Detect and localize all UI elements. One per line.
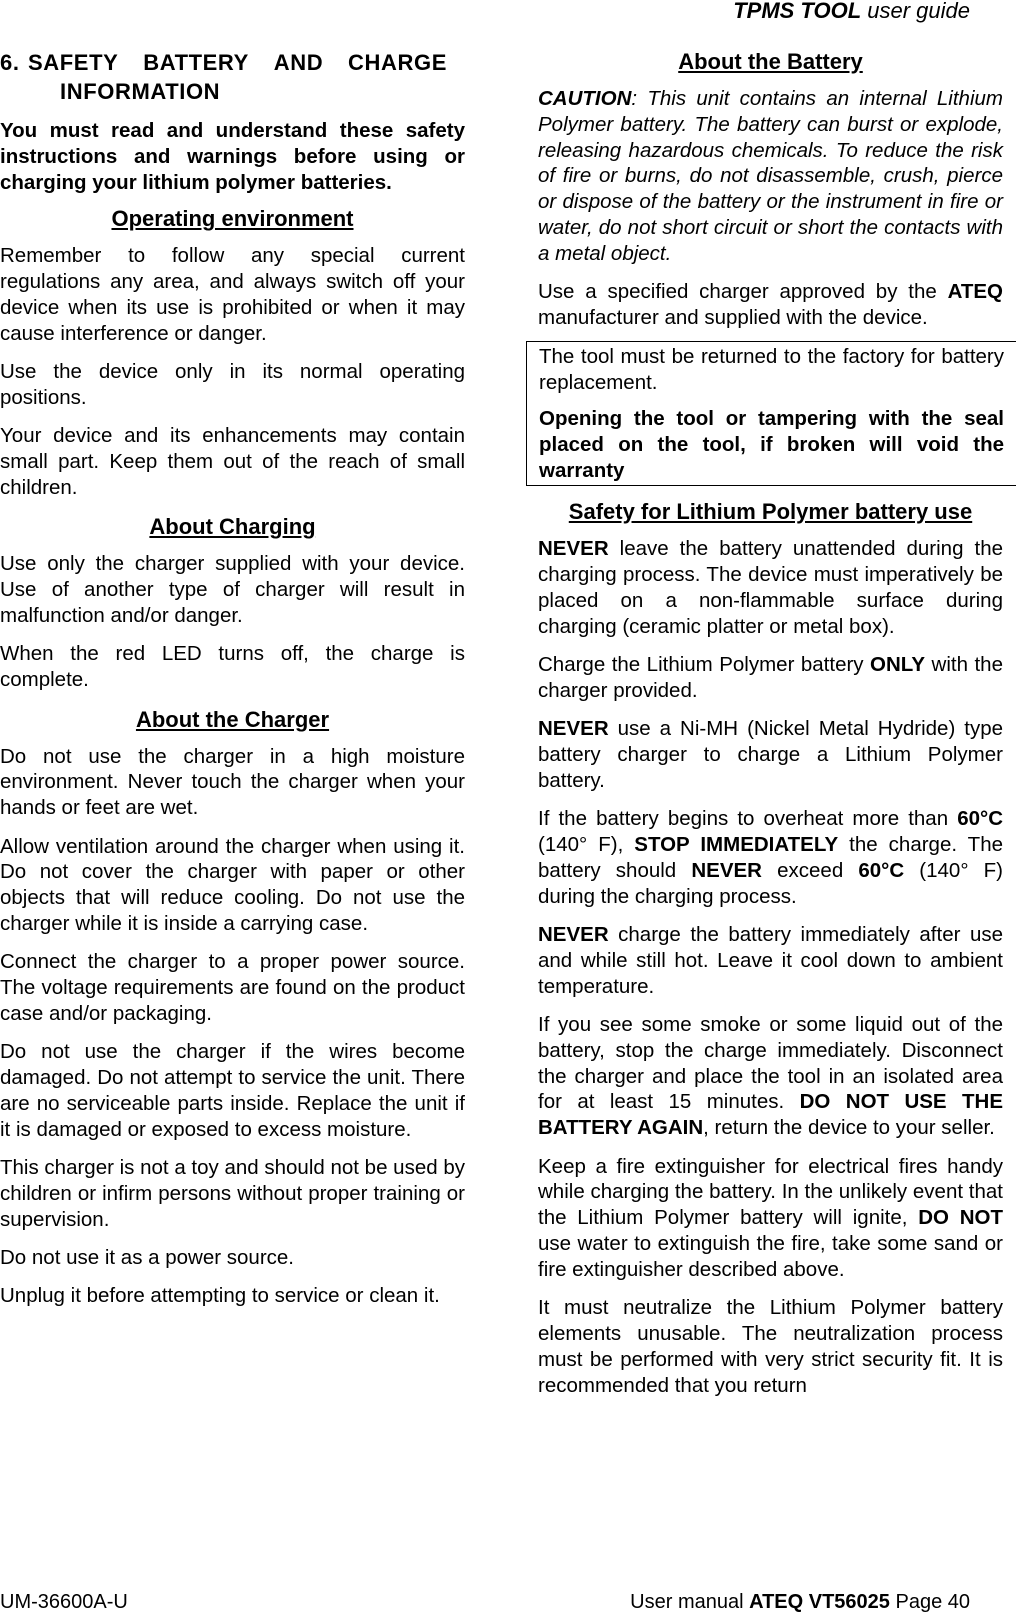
paragraph: Do not use the charger if the wires become damaged. Do not attempt to service the unit. There are no serviceable parts inside. Replace the unit if it is damaged or exposed to excess moisture. bbox=[0, 1040, 465, 1141]
paragraph: Remember to follow any special current regulations any area, and always switch off your device when its use is prohibited or when it may cause interference or danger. bbox=[0, 244, 465, 345]
heading-about-charging: About Charging bbox=[149, 514, 316, 540]
paragraph: NEVER use a Ni-MH (Nickel Metal Hydride) type battery charger to charge a Lithium Polymer battery. bbox=[538, 717, 1003, 792]
warranty-notice-box bbox=[526, 341, 1016, 486]
caution-paragraph: CAUTION: This unit contains an internal Lithium Polymer battery. The battery can burst or explode, releasing hazardous chemicals. To reduce the risk of fire or burns, do not disassemble, crush, pierce or dispose of the battery or the instrument in fire or water, do not short circuit or short the contacts with a metal object. bbox=[538, 87, 1003, 265]
paragraph: Use the device only in its normal operating positions. bbox=[0, 360, 465, 409]
paragraph: Do not use the charger in a high moisture environment. Never touch the charger when your hands or feet are wet. bbox=[0, 744, 465, 820]
product-name: ATEQ VT56025 bbox=[749, 1591, 890, 1613]
paragraph: When the red LED turns off, the charge is complete. bbox=[0, 642, 465, 692]
running-header bbox=[733, 0, 970, 24]
paragraph: It must neutralize the Lithium Polymer battery elements unusable. The neutralization process must be performed with very strict security fit. It is recommended that you return bbox=[538, 1296, 1003, 1397]
heading-safety-lithium-polymer: Safety for Lithium Polymer battery use bbox=[568, 499, 973, 525]
paragraph: NEVER leave the battery unattended during the charging process. The device must imperatively be placed on a non-flammable surface during charging (ceramic platter or metal box). bbox=[538, 537, 1003, 638]
heading-about-the-battery: About the Battery bbox=[678, 49, 863, 74]
brand-name: ATEQ bbox=[947, 280, 1003, 304]
document-id: UM-36600A-U bbox=[0, 1591, 128, 1613]
paragraph: The tool must be returned to the factory for battery replacement. bbox=[539, 345, 1004, 395]
warranty-warning: Opening the tool or tampering with the seal placed on the tool, if broken will void the warranty bbox=[539, 406, 1004, 482]
header-suffix: user guide bbox=[861, 0, 970, 23]
paragraph: If you see some smoke or some liquid out of the battery, stop the charge immediately. Disconnect the charger and place the tool in an isolated area for at least 15 minutes. DO NOT USE THE BATTERY AGAIN, return the device to your seller. bbox=[538, 1013, 1004, 1140]
paragraph: Your device and its enhancements may contain small part. Keep them out of the reach of small children. bbox=[0, 424, 465, 499]
paragraph: Do not use it as a power source. bbox=[0, 1246, 294, 1270]
caution-label: CAUTION bbox=[538, 87, 632, 110]
page-reference: User manual ATEQ VT56025 Page 40 bbox=[630, 1591, 970, 1613]
page-number: Page 40 bbox=[889, 1591, 970, 1613]
paragraph: Allow ventilation around the charger when using it. Do not cover the charger with paper or other objects that will reduce cooling. Do not use the charger while it is inside a carrying case. bbox=[0, 834, 465, 935]
section-title bbox=[0, 48, 465, 106]
heading-about-the-charger: About the Charger bbox=[135, 706, 330, 732]
paragraph: This charger is not a toy and should not be used by children or infirm persons without proper training or supervision. bbox=[0, 1156, 465, 1231]
heading-operating-environment: Operating environment bbox=[111, 206, 354, 232]
header-brand: TPMS TOOL bbox=[733, 0, 862, 23]
paragraph: If the battery begins to overheat more than 60°C (140° F), STOP IMMEDIATELY the charge. The battery should NEVER exceed 60°C (140° F) during the charging process. bbox=[538, 807, 1004, 908]
section-title-word: BATTERY bbox=[143, 50, 249, 75]
section-title-word: AND bbox=[273, 50, 324, 75]
right-column bbox=[538, 48, 1003, 1411]
section-title-line2: INFORMATION bbox=[60, 79, 221, 104]
paragraph: Use only the charger supplied with your device. Use of another type of charger will result in malfunction and/or danger. bbox=[0, 552, 465, 627]
paragraph: Charge the Lithium Polymer battery ONLY with the charger provided. bbox=[538, 653, 1003, 702]
section-title-word: CHARGE bbox=[348, 50, 447, 75]
paragraph: NEVER charge the battery immediately after use and while still hot. Leave it cool down to ambient temperature. bbox=[538, 923, 1003, 998]
paragraph: Use a specified charger approved by the ATEQ manufacturer and supplied with the device. bbox=[538, 280, 1003, 329]
paragraph: Connect the charger to a proper power source. The voltage requirements are found on the product case and/or packaging. bbox=[0, 950, 465, 1025]
section-title-word: 6. SAFETY bbox=[0, 50, 119, 75]
section-intro: You must read and understand these safety instructions and warnings before using or charging your lithium polymer batteries. bbox=[0, 119, 465, 194]
left-column bbox=[0, 48, 465, 1322]
paragraph: Keep a fire extinguisher for electrical fires handy while charging the battery. In the unlikely event that the Lithium Polymer battery will ignite, DO NOT use water to extinguish the fire, take some sand or fire extinguisher described above. bbox=[538, 1154, 1004, 1281]
paragraph: Unplug it before attempting to service or clean it. bbox=[0, 1284, 440, 1308]
